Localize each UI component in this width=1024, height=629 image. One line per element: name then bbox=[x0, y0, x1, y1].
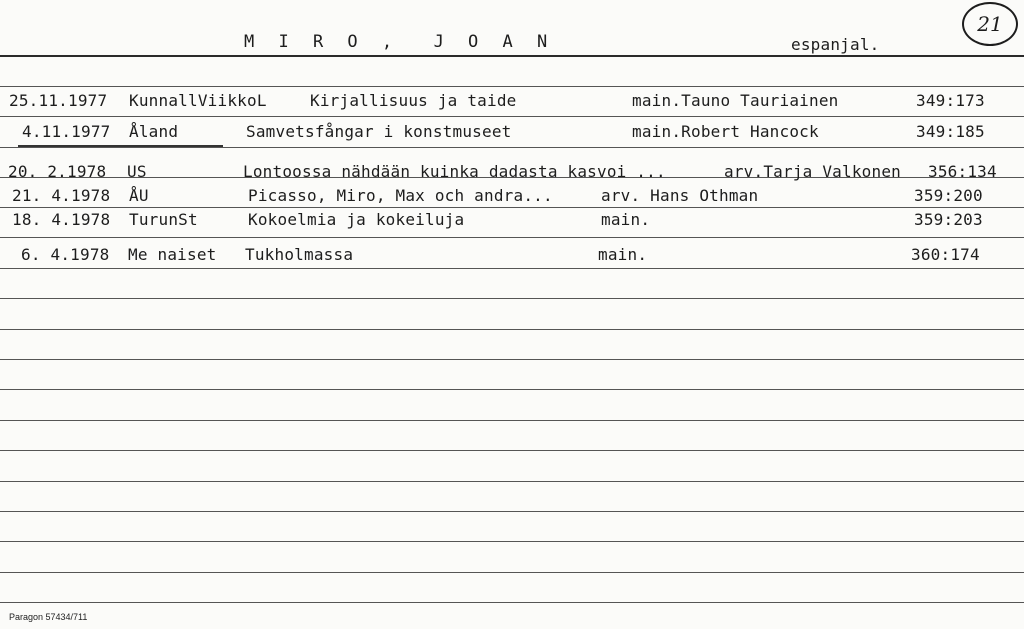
entry-ref: 360:174 bbox=[911, 245, 980, 264]
entry-note: main.Robert Hancock bbox=[632, 122, 819, 141]
entry-date: 6. 4.1978 bbox=[21, 245, 110, 264]
artist-name: M I R O , J O A N bbox=[244, 32, 555, 52]
ruled-line bbox=[0, 481, 1024, 482]
entry-ref: 349:185 bbox=[916, 122, 985, 141]
entry-note: arv. Hans Othman bbox=[601, 186, 759, 205]
entry-date: 20. 2.1978 bbox=[8, 162, 107, 181]
printer-imprint: Paragon 57434/711 bbox=[9, 612, 88, 622]
card-number: 21 bbox=[977, 12, 1003, 36]
entry-note: arv.Tarja Valkonen bbox=[724, 162, 901, 181]
entry-date: 25.11.1977 bbox=[9, 91, 108, 110]
ruled-line bbox=[0, 602, 1024, 603]
entry-title: Lontoossa nähdään kuinka dadasta kasvoi ... bbox=[243, 162, 666, 181]
entry-source: US bbox=[127, 162, 147, 181]
entry-ref: 349:173 bbox=[916, 91, 985, 110]
entry-date: 18. 4.1978 bbox=[12, 210, 111, 229]
ruled-line bbox=[0, 541, 1024, 542]
ruled-line bbox=[0, 389, 1024, 390]
entry-ref: 359:203 bbox=[914, 210, 983, 229]
ruled-line bbox=[0, 329, 1024, 330]
card-number-circle bbox=[962, 2, 1018, 46]
entry-title: Tukholmassa bbox=[245, 245, 354, 264]
ruled-line bbox=[0, 116, 1024, 117]
ruled-line bbox=[0, 359, 1024, 360]
entry-source: KunnallViikkoL bbox=[129, 91, 267, 110]
ruled-line bbox=[0, 268, 1024, 269]
nationality: espanjal. bbox=[791, 35, 880, 54]
entry-note: main. bbox=[601, 210, 651, 229]
entry-source: ÅU bbox=[129, 186, 149, 205]
entry-source: Me naiset bbox=[128, 245, 217, 264]
entry-date: 4.11.1977 bbox=[22, 122, 111, 141]
ruled-line bbox=[0, 147, 1024, 148]
entry-title: Kirjallisuus ja taide bbox=[310, 91, 517, 110]
entry-underline bbox=[18, 145, 223, 147]
ruled-line bbox=[0, 572, 1024, 573]
entry-note: main. bbox=[598, 245, 648, 264]
entry-title: Picasso, Miro, Max och andra... bbox=[248, 186, 553, 205]
entry-title: Samvetsfångar i konstmuseet bbox=[246, 122, 512, 141]
entry-note: main.Tauno Tauriainen bbox=[632, 91, 839, 110]
ruled-line bbox=[0, 420, 1024, 421]
ruled-line bbox=[0, 450, 1024, 451]
entry-date: 21. 4.1978 bbox=[12, 186, 111, 205]
ruled-line bbox=[0, 298, 1024, 299]
header-rule bbox=[0, 55, 1024, 57]
entry-ref: 356:134 bbox=[928, 162, 997, 181]
entry-ref: 359:200 bbox=[914, 186, 983, 205]
entry-title: Kokoelmia ja kokeiluja bbox=[248, 210, 465, 229]
ruled-line bbox=[0, 207, 1024, 208]
ruled-line bbox=[0, 511, 1024, 512]
ruled-line bbox=[0, 237, 1024, 238]
entry-source: Åland bbox=[129, 122, 179, 141]
entry-source: TurunSt bbox=[129, 210, 198, 229]
ruled-line bbox=[0, 86, 1024, 87]
